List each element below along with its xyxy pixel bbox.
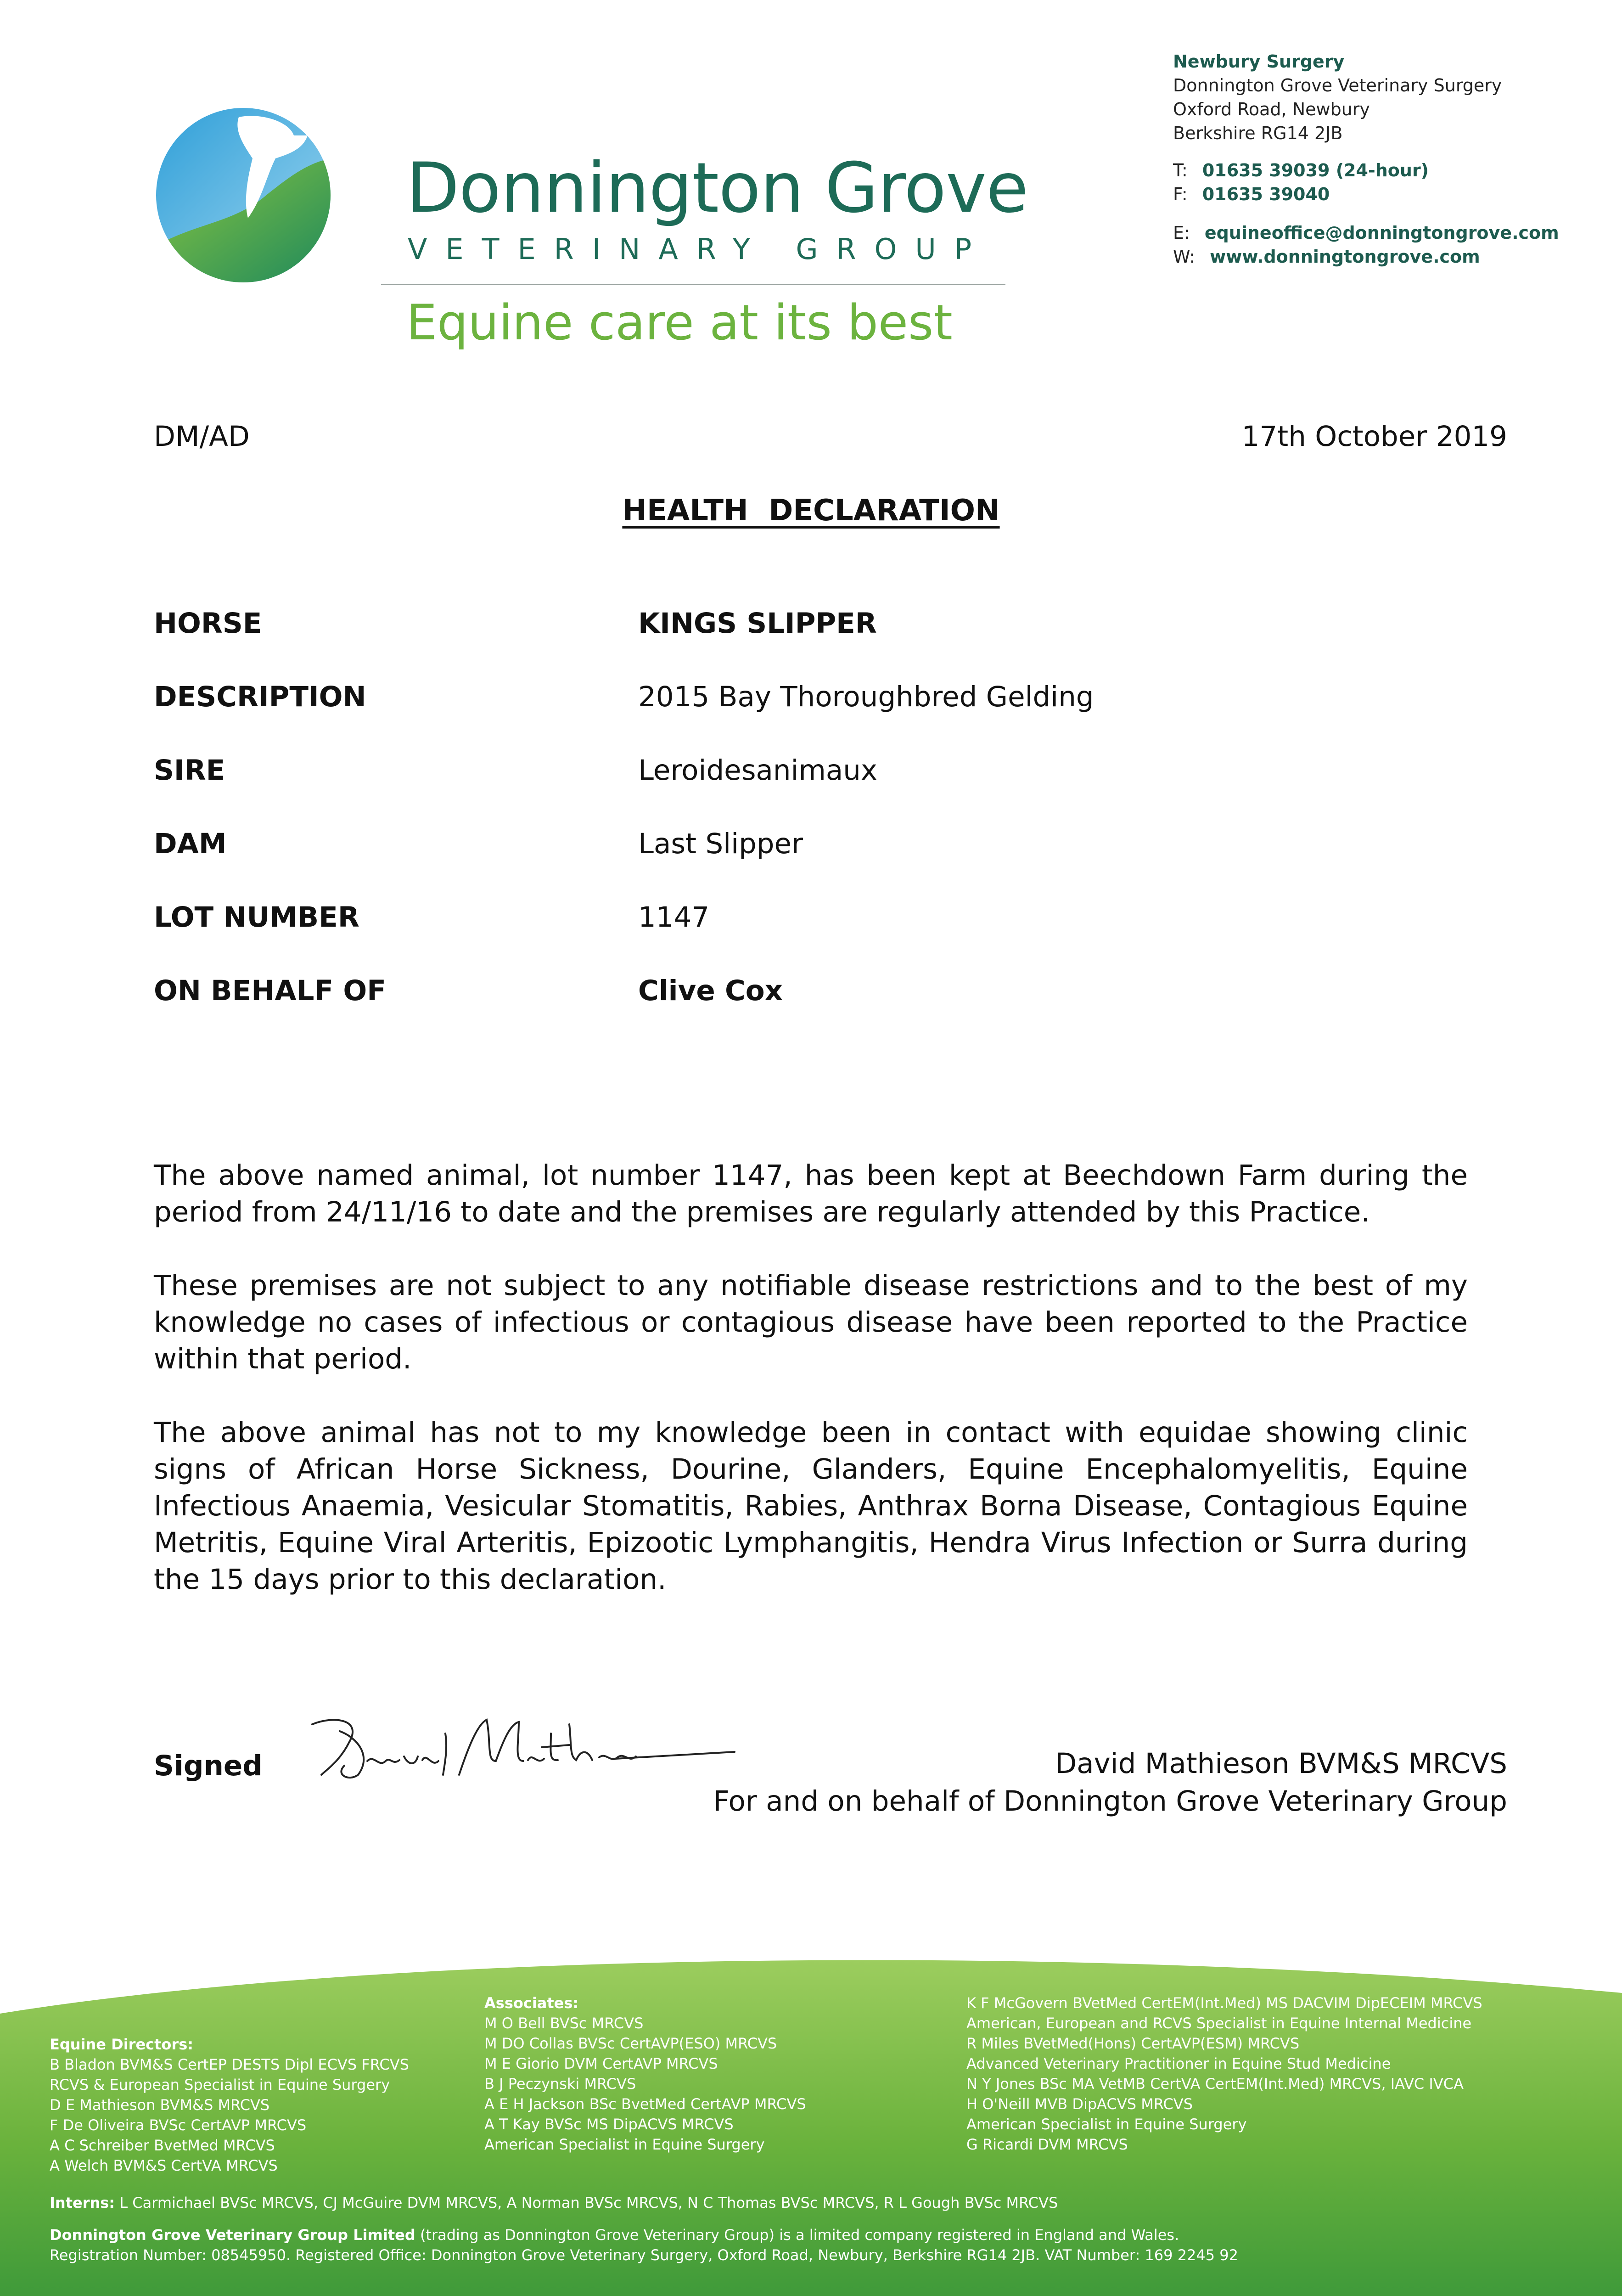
associate-entry: A E H Jackson BSc BvetMed CertAVP MRCVS	[484, 2095, 806, 2113]
field-label: LOT NUMBER	[154, 901, 359, 934]
registration-line: Registration Number: 08545950. Registered Office: Donnington Grove Veterinary Surgery, Oxford Road, Newbury, Berkshire RG14 2JB. VAT Number: 169 2245 92	[50, 2246, 1238, 2264]
field-value: Last Slipper	[638, 827, 803, 860]
signer-role: For and on behalf of Donnington Grove Veterinary Group	[713, 1785, 1507, 1818]
address-line: Oxford Road, Newbury	[1173, 99, 1370, 119]
phone-label: T:	[1173, 160, 1188, 180]
address-line: Donnington Grove Veterinary Surgery	[1173, 75, 1502, 96]
associate-entry: H O'Neill MVB DipACVS MRCVS	[966, 2095, 1193, 2113]
brand-subtitle: VETERINARY GROUP	[408, 232, 990, 266]
company-name: Donnington Grove Veterinary Group Limited	[50, 2226, 415, 2244]
field-row-description	[154, 681, 1485, 717]
associate-entry: M E Giorio DVM CertAVP MRCVS	[484, 2055, 718, 2072]
field-value: Clive Cox	[638, 974, 783, 1007]
associate-entry: M DO Collas BVSc CertAVP(ESO) MRCVS	[484, 2035, 777, 2052]
associate-entry: American Specialist in Equine Surgery	[966, 2116, 1247, 2133]
fax-number: 01635 39040	[1202, 184, 1330, 204]
field-value: 1147	[638, 901, 710, 934]
director-entry: B Bladon BVM&S CertEP DESTS Dipl ECVS FRCVS	[50, 2056, 409, 2073]
signer-block	[713, 1745, 1507, 1820]
company-line	[50, 2225, 1179, 2245]
company-text: (trading as Donnington Grove Veterinary Group) is a limited company registered in England and Wales.	[415, 2226, 1179, 2244]
brand-tagline: Equine care at its best	[406, 294, 953, 351]
address-line: Berkshire RG14 2JB	[1173, 123, 1343, 143]
website-label: W:	[1173, 247, 1195, 267]
director-entry: F De Oliveira BVSc CertAVP MRCVS	[50, 2116, 307, 2134]
associate-entry: American Specialist in Equine Surgery	[484, 2136, 765, 2153]
document-date: 17th October 2019	[1241, 420, 1507, 453]
field-label: ON BEHALF OF	[154, 974, 386, 1007]
email-link[interactable]: equineoffice@donningtongrove.com	[1204, 223, 1559, 243]
directors-heading: Equine Directors:	[50, 2036, 194, 2053]
surgery-name: Newbury Surgery	[1173, 51, 1345, 72]
associate-entry: American, European and RCVS Specialist in Equine Internal Medicine	[966, 2015, 1472, 2032]
signature-image	[294, 1706, 744, 1784]
field-value: 2015 Bay Thoroughbred Gelding	[638, 681, 1094, 713]
director-entry: A Welch BVM&S CertVA MRCVS	[50, 2157, 278, 2174]
brand-name: Donnington Grove	[406, 148, 1028, 228]
associate-entry: R Miles BVetMed(Hons) CertAVP(ESM) MRCVS	[966, 2035, 1300, 2052]
field-label: SIRE	[154, 754, 225, 787]
associate-entry: M O Bell BVSc MRCVS	[484, 2015, 644, 2032]
field-value: KINGS SLIPPER	[638, 607, 877, 640]
brand-divider	[381, 284, 1005, 285]
field-row-horse	[154, 607, 1485, 644]
document-title-text: HEALTH DECLARATION	[622, 494, 1000, 528]
associate-entry: G Ricardi DVM MRCVS	[966, 2136, 1128, 2153]
reference: DM/AD	[154, 420, 250, 453]
phone-number[interactable]: 01635 39039 (24-hour)	[1202, 160, 1429, 180]
director-entry: A C Schreiber BvetMed MRCVS	[50, 2137, 275, 2154]
declaration-paragraph: These premises are not subject to any notifiable disease restrictions and to the best of my knowledge no cases of infectious or contagious disease have been reported to the Practice within that period.	[154, 1269, 1468, 1375]
field-row-sire	[154, 754, 1485, 791]
signed-label: Signed	[154, 1750, 263, 1782]
field-label: DESCRIPTION	[154, 681, 366, 713]
email-label: E:	[1173, 223, 1190, 243]
associate-entry: B J Peczynski MRCVS	[484, 2075, 636, 2093]
field-row-lot-number	[154, 901, 1485, 938]
website-link[interactable]: www.donningtongrove.com	[1210, 247, 1480, 267]
fax-label: F:	[1173, 184, 1188, 204]
associates-heading: Associates:	[484, 1994, 579, 2012]
interns-line	[50, 2193, 1058, 2213]
declaration-paragraph: The above animal has not to my knowledge been in contact with equidae showing clinic signs of African Horse Sickness, Dourine, Glanders, Equine Encephalomyelitis, Equine Infectious Anaemia, Vesicular Stomatitis, Rabies, Anthrax Borna Disease, Contagious Equine Metritis, Equine Viral Arteritis, Epizootic Lymphangitis, Hendra Virus Infection or Surra during the 15 days prior to this declaration.	[154, 1416, 1468, 1596]
directors-list	[50, 2034, 409, 2176]
document-title	[0, 494, 1622, 528]
contact-details	[1173, 158, 1559, 269]
declaration-paragraph: The above named animal, lot number 1147, has been kept at Beechdown Farm during the period from 24/11/16 to date and the premises are regularly attended by this Practice.	[154, 1159, 1468, 1228]
director-entry: RCVS & European Specialist in Equine Surgery	[50, 2076, 390, 2093]
associate-entry: A T Kay BVSc MS DipACVS MRCVS	[484, 2116, 734, 2133]
interns-heading: Interns:	[50, 2194, 115, 2212]
associates-list-right	[966, 1993, 1482, 2155]
associates-list	[484, 1993, 806, 2155]
footer	[0, 1949, 1622, 2296]
field-row-on-behalf-of	[154, 974, 1485, 1011]
field-value: Leroidesanimaux	[638, 754, 878, 787]
director-entry: D E Mathieson BVM&S MRCVS	[50, 2096, 270, 2114]
field-label: HORSE	[154, 607, 262, 640]
field-row-dam	[154, 827, 1485, 864]
surgery-address	[1173, 50, 1502, 145]
signer-name: David Mathieson BVM&S MRCVS	[1055, 1747, 1507, 1780]
associate-entry: Advanced Veterinary Practitioner in Equine Stud Medicine	[966, 2055, 1391, 2072]
interns-text: L Carmichael BVSc MRCVS, CJ McGuire DVM MRCVS, A Norman BVSc MRCVS, N C Thomas BVSc MRCVS, R L Gough BVSc MRCVS	[119, 2194, 1058, 2212]
associate-entry: K F McGovern BVetMed CertEM(Int.Med) MS DACVIM DipECEIM MRCVS	[966, 1994, 1482, 2012]
field-label: DAM	[154, 827, 227, 860]
associate-entry: N Y Jones BSc MA VetMB CertVA CertEM(Int.Med) MRCVS, IAVC IVCA	[966, 2075, 1464, 2093]
logo-icon	[156, 108, 331, 282]
